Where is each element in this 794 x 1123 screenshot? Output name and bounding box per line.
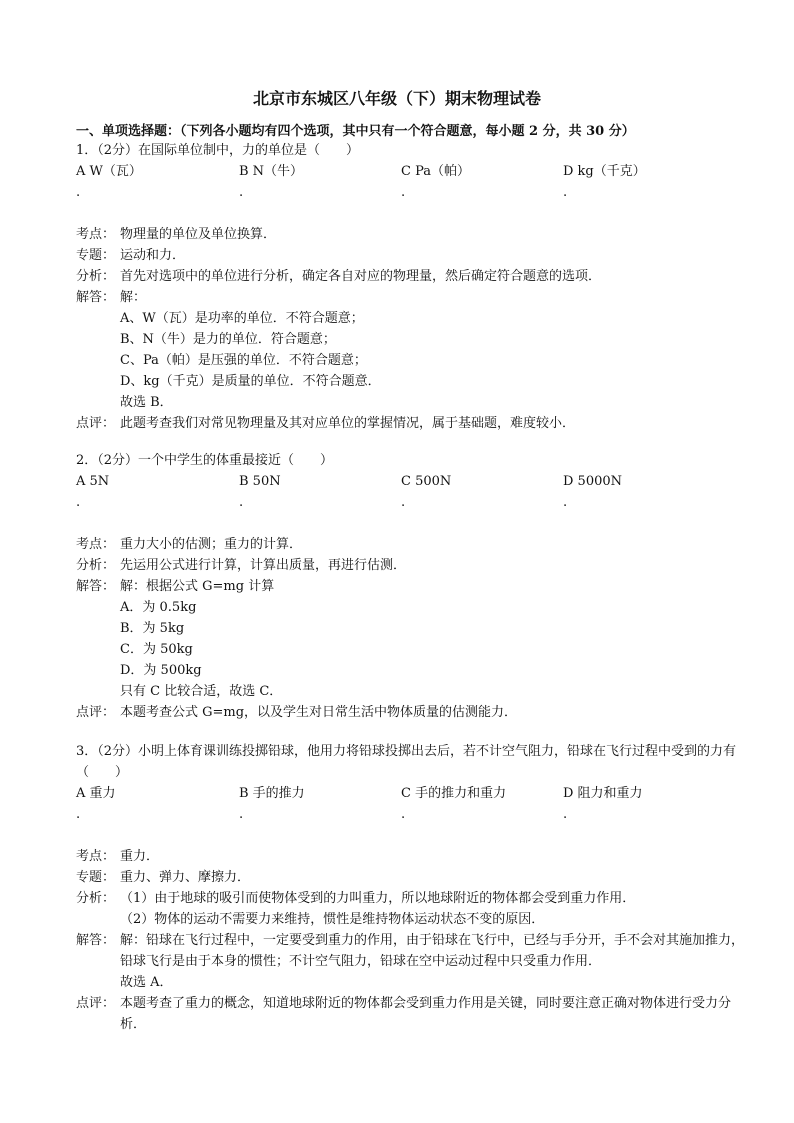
option-b: B 50N . bbox=[239, 474, 281, 510]
jieda-line: A、W（瓦）是功率的单位．不符合题意； bbox=[120, 311, 364, 326]
question-3 bbox=[76, 741, 756, 1035]
jieda-line: B、N（牛）是力的单位．符合题意； bbox=[120, 332, 336, 347]
jieda-line: 故选 A． bbox=[120, 975, 173, 990]
option-b: B 手的推力 . bbox=[239, 786, 305, 822]
question-2 bbox=[76, 450, 756, 723]
question-1 bbox=[76, 140, 756, 434]
jieda-line: 只有 C 比较合适，故选 C． bbox=[120, 684, 283, 699]
jieda-line: D．为 500kg bbox=[120, 663, 202, 678]
option-c: C Pa（帕） . bbox=[401, 164, 470, 200]
zhuanti-row: 专题： 重力、弹力、摩擦力． bbox=[76, 870, 251, 885]
kaodian-row: 考点： 物理量的单位及单位换算． bbox=[76, 227, 277, 242]
jieda-row: 解答： 解：根据公式 G=mg 计算 bbox=[76, 579, 275, 594]
jieda-line: C、Pa（帕）是压强的单位．不符合题意； bbox=[120, 353, 367, 368]
fenxi-line: （2）物体的运动不需要力来维持，惯性是维持物体运动状态不变的原因． bbox=[120, 912, 545, 927]
question-stem: 1．（2分）在国际单位制中，力的单位是（ ） bbox=[76, 143, 360, 158]
option-d: D 阻力和重力 . bbox=[563, 786, 643, 822]
jieda-line: B．为 5kg bbox=[120, 621, 185, 636]
jieda-line: 故选 B． bbox=[120, 395, 173, 410]
option-a: A 5N . bbox=[76, 474, 110, 510]
jieda-line: C．为 50kg bbox=[120, 642, 193, 657]
document-title: 北京市东城区八年级（下）期末物理试卷 bbox=[252, 89, 541, 108]
options-row bbox=[76, 783, 756, 825]
kaodian-row: 考点： 重力． bbox=[76, 849, 160, 864]
question-stem: 3．（2分）小明上体育课训练投掷铅球，他用力将铅球投掷出去后，若不计空气阻力，铅球在飞行过程中受到的力有（ ） bbox=[76, 744, 737, 780]
fenxi-row: 分析： 先运用公式进行计算，计算出质量，再进行估测． bbox=[76, 558, 407, 573]
jieda-line: D、kg（千克）是质量的单位．不符合题意． bbox=[120, 374, 381, 389]
option-a: A W（瓦） . bbox=[76, 164, 142, 200]
dianping-row: 点评： 本题考查公式 G=mg，以及学生对日常生活中物体质量的估测能力． bbox=[76, 705, 518, 720]
option-c: C 手的推力和重力 . bbox=[401, 786, 507, 822]
option-d: D kg（千克） . bbox=[563, 164, 646, 200]
option-d: D 5000N . bbox=[563, 474, 623, 510]
option-a: A 重力 . bbox=[76, 786, 116, 822]
question-stem: 2．（2分）一个中学生的体重最接近（ ） bbox=[76, 453, 334, 468]
dianping-row: 点评： 本题考查了重力的概念，知道地球附近的物体都会受到重力作用是关键，同时要注意正确对物体进行受力分析． bbox=[76, 996, 732, 1032]
kaodian-row: 考点： 重力大小的估测；重力的计算． bbox=[76, 537, 303, 552]
option-c: C 500N . bbox=[401, 474, 452, 510]
options-row bbox=[76, 161, 756, 203]
dianping-row: 点评： 此题考查我们对常见物理量及其对应单位的掌握情况，属于基础题，难度较小． bbox=[76, 416, 576, 431]
zhuanti-row: 专题： 运动和力． bbox=[76, 248, 186, 263]
jieda-row: 解答： 解：铅球在飞行过程中，一定要受到重力的作用，由于铅球在飞行中，已经与手分开，手不会对其施加推力，铅球飞行是由于本身的惯性；不计空气阻力，铅球在空中运动过程中只受重力作用． bbox=[76, 933, 745, 969]
fenxi-row: 分析： （1）由于地球的吸引而使物体受到的力叫重力，所以地球附近的物体都会受到重力作用． bbox=[76, 891, 636, 906]
jieda-line: A．为 0.5kg bbox=[120, 600, 197, 615]
section-heading: 一、单项选择题：（下列各小题均有四个选项，其中只有一个符合题意，每小题 2 分，共 30 分） bbox=[76, 124, 635, 139]
option-b: B N（牛） . bbox=[239, 164, 304, 200]
jieda-row: 解答： 解： bbox=[76, 290, 147, 305]
options-row bbox=[76, 471, 756, 513]
fenxi-row: 分析： 首先对选项中的单位进行分析，确定各自对应的物理量，然后确定符合题意的选项． bbox=[76, 269, 602, 284]
